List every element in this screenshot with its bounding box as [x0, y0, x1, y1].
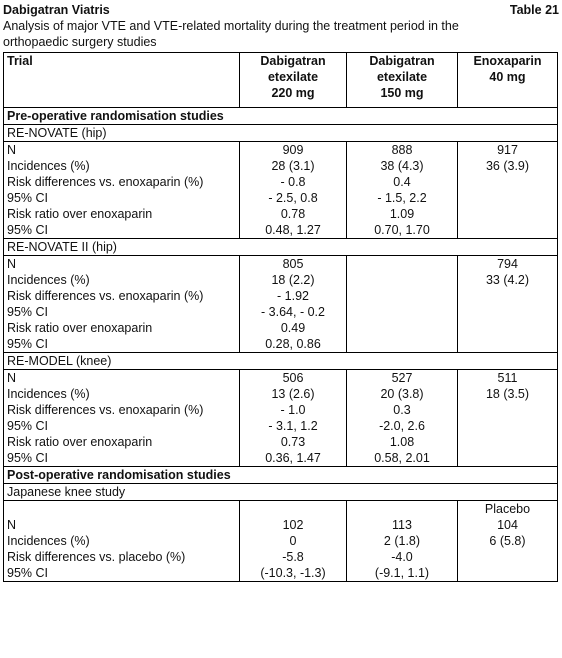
cell-dab150-empty [347, 256, 458, 353]
cell-dab150: 527 20 (3.8) 0.3 -2.0, 2.6 1.08 0.58, 2.01 [347, 370, 458, 467]
row-labels: N Incidences (%) Risk differences vs. enoxaparin (%) 95% CI Risk ratio over enoxaparin 95% CI [4, 142, 240, 239]
col-header-dab220: Dabigatran etexilate 220 mg [240, 53, 347, 108]
col-header-dab150: Dabigatran etexilate 150 mg [347, 53, 458, 108]
col-header-trial: Trial [4, 53, 240, 108]
col-header-enoxaparin: Enoxaparin 40 mg [458, 53, 558, 108]
section-pre-operative: Pre-operative randomisation studies [4, 108, 558, 125]
row-labels: N Incidences (%) Risk differences vs. enoxaparin (%) 95% CI Risk ratio over enoxaparin 95% CI [4, 256, 240, 353]
table-number: Table 21 [509, 3, 559, 17]
results-table [3, 52, 558, 582]
table-row [4, 142, 558, 239]
cell-dab150: 888 38 (4.3) 0.4 - 1.5, 2.2 1.09 0.70, 1.70 [347, 142, 458, 239]
table-caption: Analysis of major VTE and VTE-related mortality during the treatment period in the orthopaedic surgery studies [3, 19, 459, 49]
section-post-operative: Post-operative randomisation studies [4, 467, 558, 484]
header-row [3, 0, 559, 18]
header-row [4, 53, 558, 108]
table-row [4, 370, 558, 467]
row-labels: N Incidences (%) Risk differences vs. placebo (%) 95% CI [4, 501, 240, 582]
study-japanese-knee: Japanese knee study [4, 484, 558, 501]
cell-placebo: Placebo 104 6 (5.8) [458, 501, 558, 582]
document-title: Dabigatran Viatris [3, 3, 110, 17]
table-row [4, 501, 558, 582]
study-renovate-ii: RE-NOVATE II (hip) [4, 239, 558, 256]
cell-dab220: 805 18 (2.2) - 1.92 - 3.64, - 0.2 0.49 0.28, 0.86 [240, 256, 347, 353]
cell-enoxaparin: 917 36 (3.9) [458, 142, 558, 239]
cell-dab220: 506 13 (2.6) - 1.0 - 3.1, 1.2 0.73 0.36, 1.47 [240, 370, 347, 467]
table-row [4, 256, 558, 353]
row-labels: N Incidences (%) Risk differences vs. enoxaparin (%) 95% CI Risk ratio over enoxaparin 95% CI [4, 370, 240, 467]
cell-enoxaparin: 511 18 (3.5) [458, 370, 558, 467]
cell-dab220: 102 0 -5.8 (-10.3, -1.3) [240, 501, 347, 582]
study-renovate: RE-NOVATE (hip) [4, 125, 558, 142]
cell-enoxaparin: 794 33 (4.2) [458, 256, 558, 353]
study-remodel: RE-MODEL (knee) [4, 353, 558, 370]
cell-dab150: 113 2 (1.8) -4.0 (-9.1, 1.1) [347, 501, 458, 582]
cell-dab220: 909 28 (3.1) - 0.8 - 2.5, 0.8 0.78 0.48, 1.27 [240, 142, 347, 239]
